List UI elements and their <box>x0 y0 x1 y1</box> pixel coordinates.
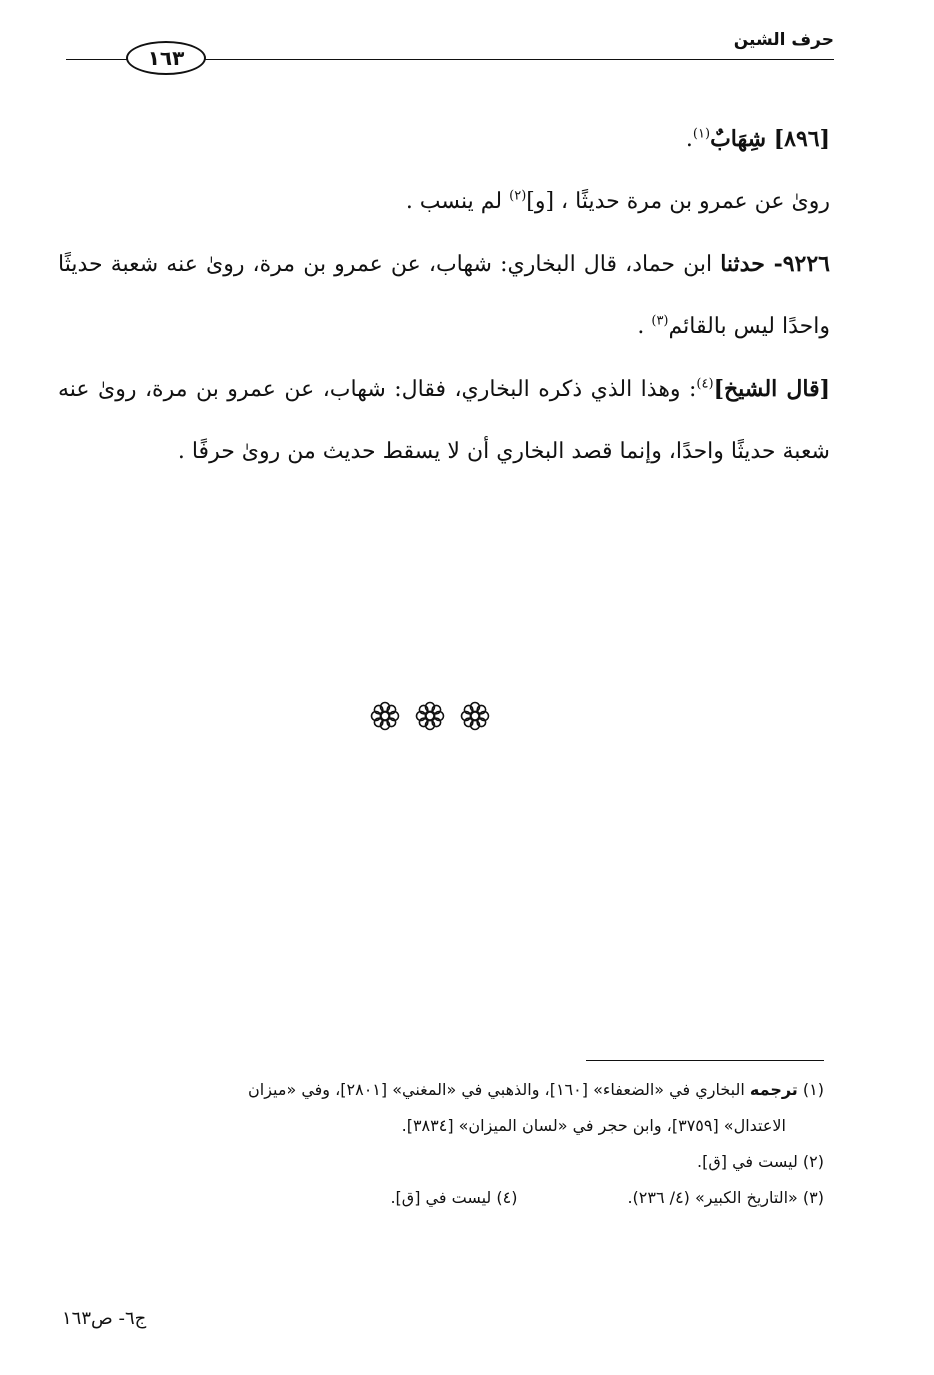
volume-page-reference: ج٦- ص١٦٣ <box>62 1308 147 1329</box>
hadith-text-end: . <box>637 314 652 339</box>
footnote-3: (٣) «التاريخ الكبير» (٤/ ٢٣٦). <box>627 1188 824 1207</box>
footnote-1-number: (١) <box>802 1080 824 1099</box>
hadith-paragraph <box>58 233 830 358</box>
footnote-ref-1: (١) <box>692 126 711 142</box>
entry-line-1 <box>58 171 830 233</box>
footnote-1 <box>54 1072 824 1108</box>
main-text <box>58 108 830 483</box>
sheikh-paragraph <box>58 358 830 483</box>
footnote-1-bold: ترجمه <box>749 1080 798 1099</box>
footnote-1-continued: الاعتدال» [٣٧٥٩]، وابن حجر في «لسان الميزان» [٣٨٣٤]. <box>401 1116 786 1135</box>
sheikh-label: [قال الشيخ] <box>713 376 830 402</box>
running-header <box>66 28 834 88</box>
footnote-row <box>54 1180 824 1216</box>
page-number: ١٦٣ <box>126 41 206 75</box>
entry-heading-text: [٨٩٦] شِهَابٌ <box>710 126 830 152</box>
flower-ornament-icon <box>414 700 446 732</box>
entry-heading <box>58 108 830 171</box>
flower-ornament-icon <box>459 700 491 732</box>
footnote-ref-2: (٢) <box>509 188 527 204</box>
footnotes <box>54 1072 824 1216</box>
hadith-text: ابن حماد، قال البخاري: شهاب، عن عمرو بن مرة، روىٰ عنه شعبة حديثًا واحدًا ليس بالقائم <box>58 252 830 339</box>
footnote-4: (٤) ليست في [ق]. <box>390 1188 518 1207</box>
footnote-ref-3: (٣) <box>651 313 669 329</box>
entry-heading-end: . <box>685 127 693 152</box>
footnote-separator <box>586 1060 824 1061</box>
entry-line-1-end: لم ينسب . <box>405 189 510 214</box>
hadith-number-label: ٩٢٢٦- حدثنا <box>720 251 830 277</box>
footnote-1-text: البخاري في «الضعفاء» [١٦٠]، والذهبي في «المغني» [٢٨٠١]، وفي «ميزان <box>248 1080 750 1099</box>
footnote-2: (٢) ليست في [ق]. <box>697 1152 824 1171</box>
section-divider-ornaments <box>369 700 491 736</box>
sheikh-text: : وهذا الذي ذكره البخاري، فقال: شهاب، عن عمرو بن مرة، روىٰ عنه شعبة حديثًا واحدًا، وإنما قصد البخاري أن لا يسقط حديث من روىٰ حرفًا . <box>58 377 830 464</box>
entry-line-1-text: روىٰ عن عمرو بن مرة حديثًا ، [و] <box>526 189 830 214</box>
chapter-title: حرف الشين <box>728 30 834 50</box>
footnote-ref-4: (٤) <box>696 376 714 392</box>
flower-ornament-icon <box>369 700 401 732</box>
